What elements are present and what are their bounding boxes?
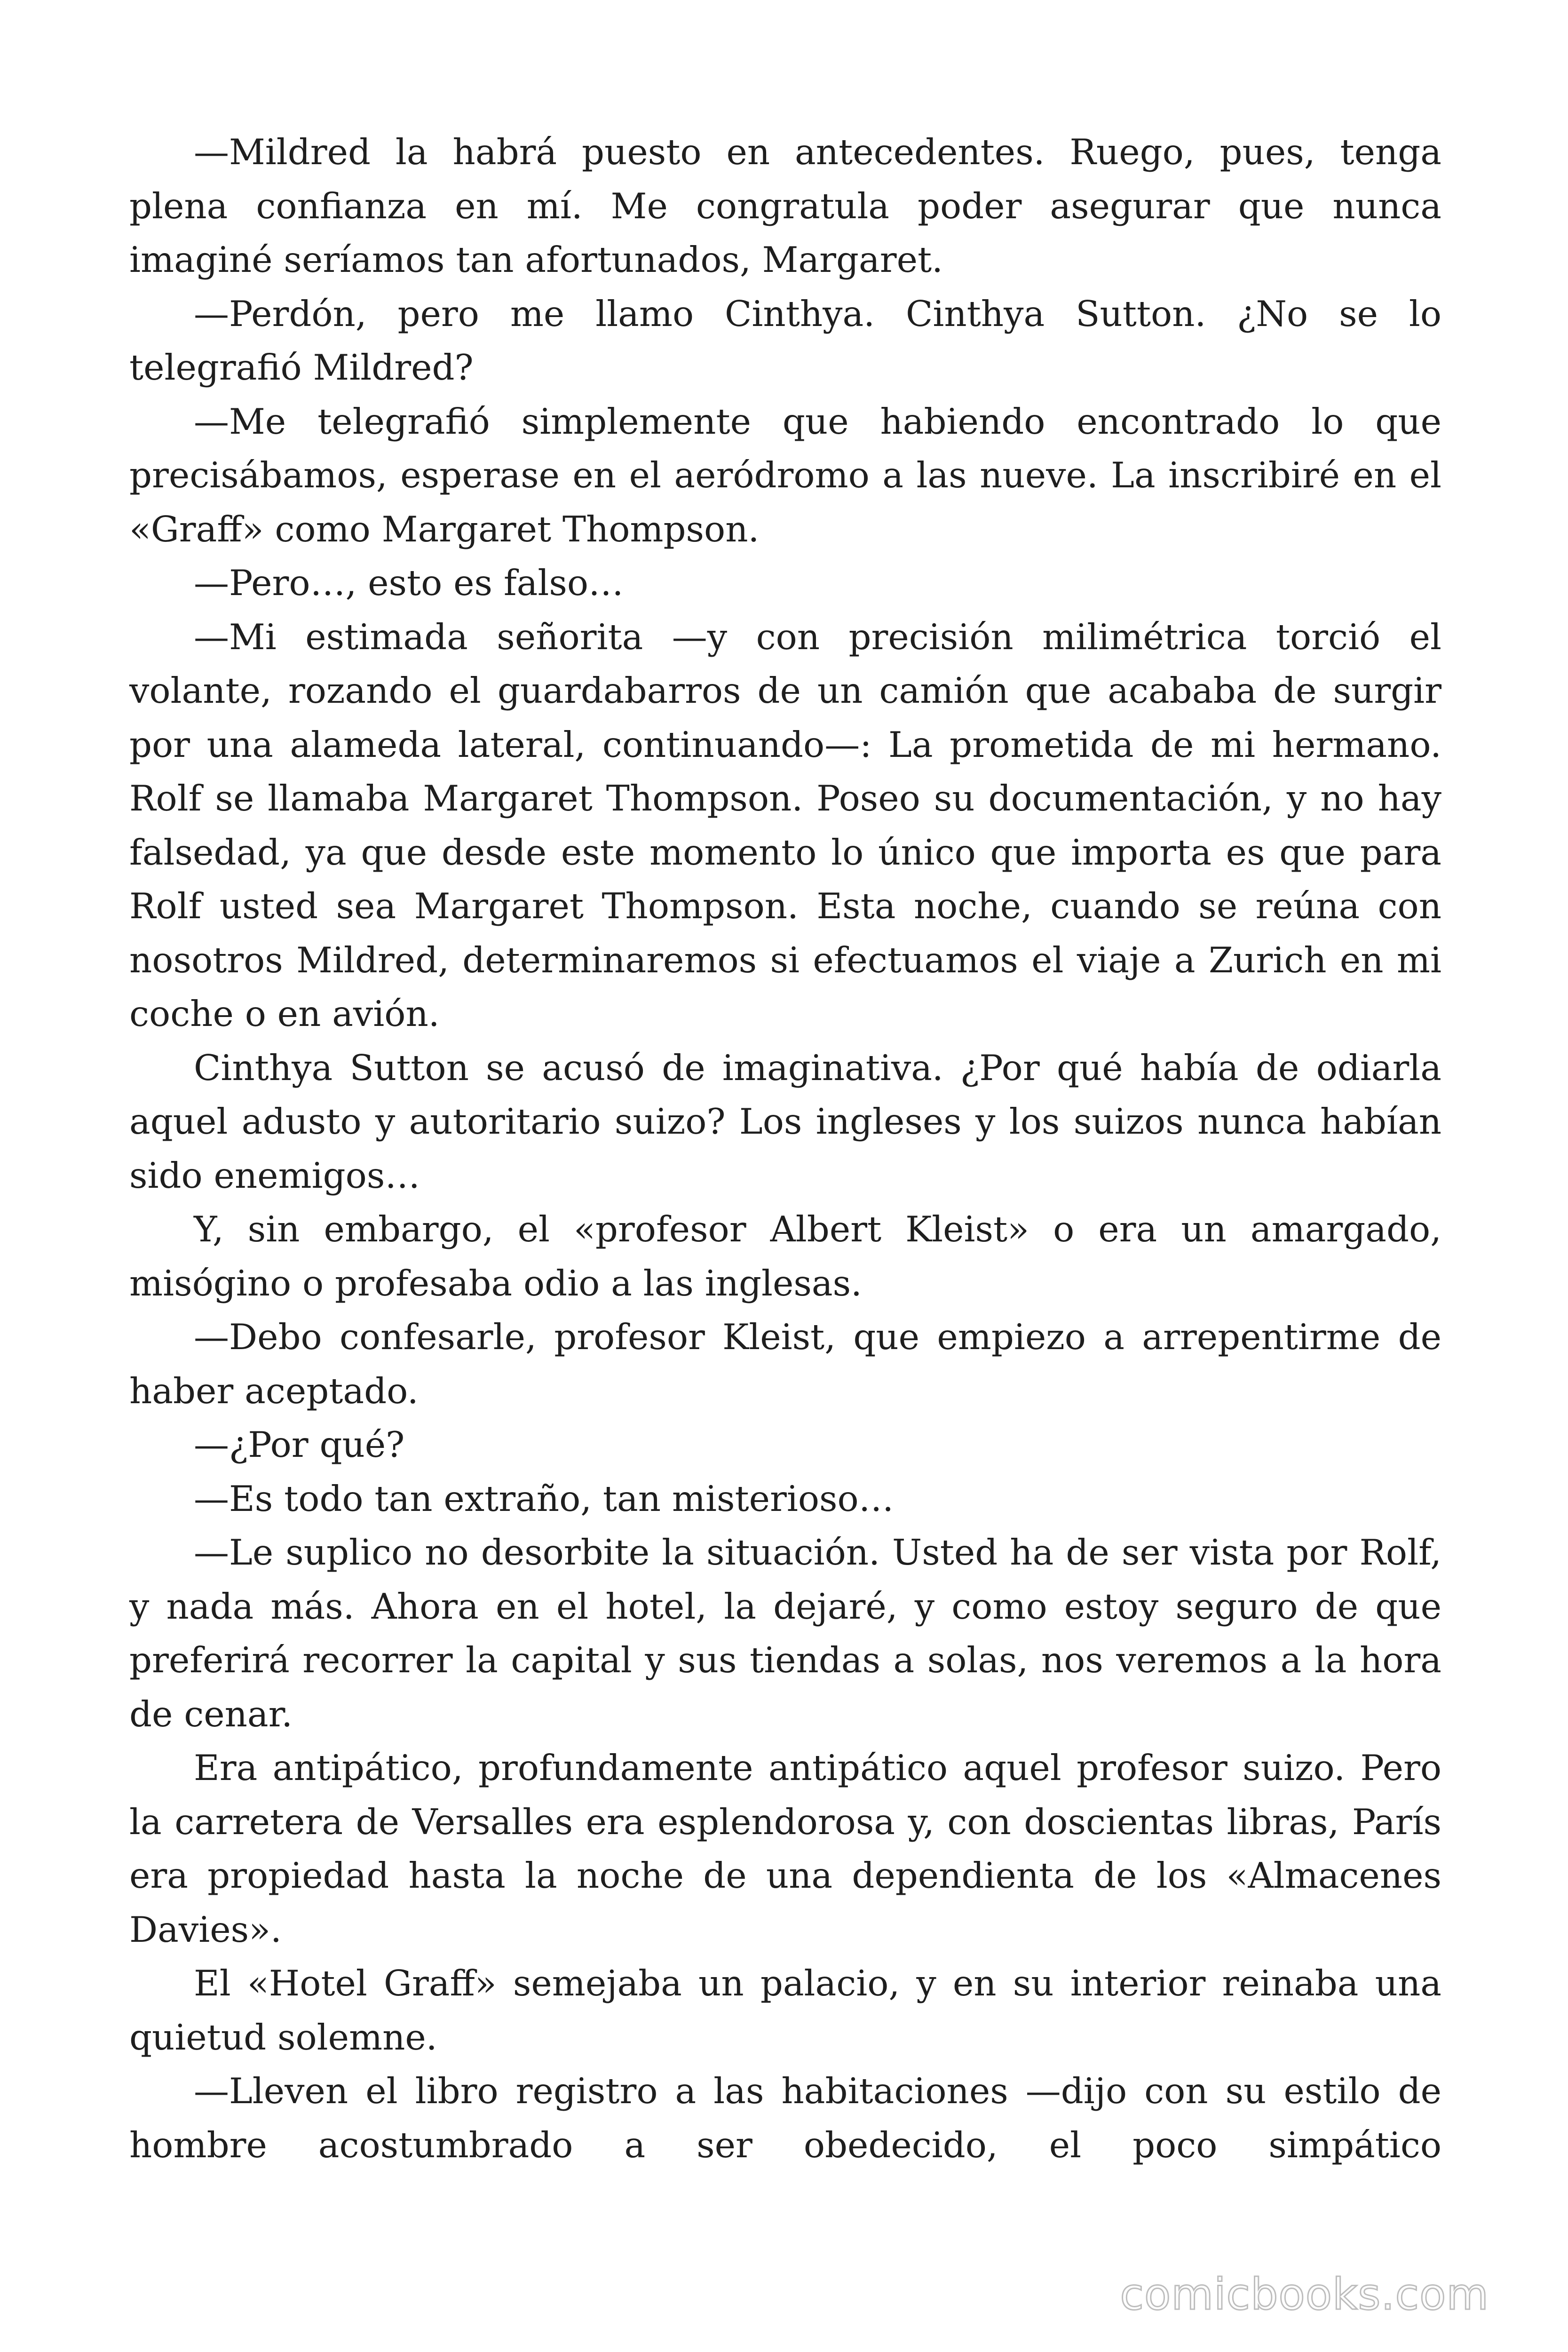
paragraph: —Me telegrafió simplemente que habiendo encontrado lo que precisábamos, esperase en el aeródromo a las nueve. La inscribiré en el «Graff» como Margaret Thompson.: [129, 400, 1441, 550]
paragraph: El «Hotel Graff» semejaba un palacio, y en su interior reinaba una quietud solemne.: [129, 1963, 1441, 2058]
paragraph: Y, sin embargo, el «profesor Albert Kleist» o era un amargado, misógino o profesaba odio a las inglesas.: [129, 1208, 1441, 1304]
paragraph: —Mi estimada señorita —y con precisión milimétrica torció el volante, rozando el guardabarros de un camión que acababa de surgir por una alameda lateral, continuando—: La prometida de mi hermano. Rolf se llamaba Margaret Thompson. Poseo su documentación, y no hay falsedad, ya que desde este momento lo único que importa es que para Rolf usted sea Margaret Thompson. Esta noche, cuando se reúna con nosotros Mildred, determinaremos si efectuamos el viaje a Zurich en mi coche o en avión.: [129, 616, 1441, 1034]
page-text: [129, 125, 1441, 2172]
paragraph: —Le suplico no desorbite la situación. Usted ha de ser vista por Rolf, y nada más. Ahora en el hotel, la dejaré, y como estoy seguro de que preferirá recorrer la capital y sus tiendas a solas, nos veremos a la hora de cenar.: [129, 1532, 1441, 1735]
paragraph: Era antipático, profundamente antipático aquel profesor suizo. Pero la carretera de Versalles era esplendorosa y, con doscientas libras, París era propiedad hasta la noche de una dependienta de los «Almacenes Davies».: [129, 1747, 1441, 1950]
paragraph: —Lleven el libro registro a las habitaciones —dijo con su estilo de hombre acostumbrado a ser obedecido, el poco simpático: [129, 2070, 1441, 2166]
watermark: comicbooks.com: [1120, 2269, 1489, 2320]
paragraph: —Debo confesarle, profesor Kleist, que empiezo a arrepentirme de haber aceptado.: [129, 1316, 1441, 1412]
paragraph: —¿Por qué?: [194, 1424, 405, 1465]
paragraph: Cinthya Sutton se acusó de imaginativa. ¿Por qué había de odiarla aquel adusto y autoritario suizo? Los ingleses y los suizos nunca habían sido enemigos…: [129, 1047, 1441, 1196]
paragraph: —Mildred la habrá puesto en antecedentes. Ruego, pues, tenga plena confianza en mí. Me congratula poder asegurar que nunca imaginé seríamos tan afortunados, Margaret.: [129, 131, 1441, 280]
paragraph: —Perdón, pero me llamo Cinthya. Cinthya Sutton. ¿No se lo telegrafió Mildred?: [129, 293, 1441, 388]
paragraph: —Es todo tan extraño, tan misterioso…: [194, 1478, 894, 1519]
paragraph: —Pero…, esto es falso…: [194, 562, 624, 604]
